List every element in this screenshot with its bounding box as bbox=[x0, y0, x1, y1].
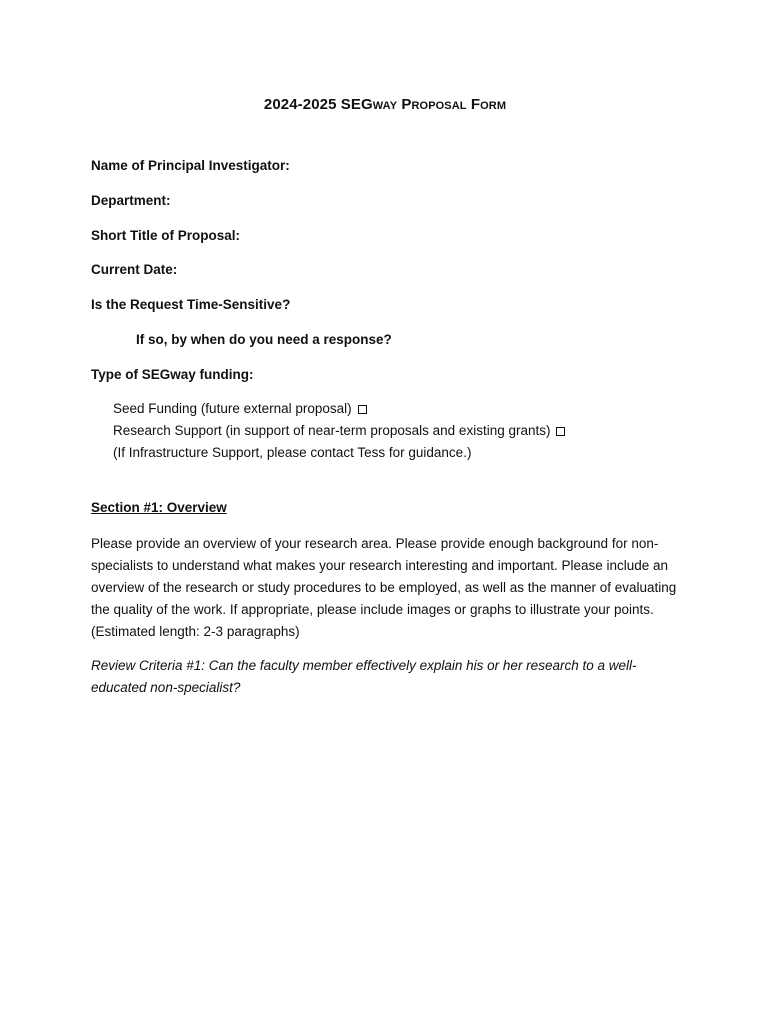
form-title-rest: way Proposal Form bbox=[372, 96, 507, 113]
option-research-support bbox=[113, 423, 565, 438]
form-title bbox=[0, 96, 770, 113]
infrastructure-note: (If Infrastructure Support, please contact Tess for guidance.) bbox=[113, 445, 472, 460]
field-label-response-by: If so, by when do you need a response? bbox=[136, 332, 392, 347]
seed-funding-checkbox[interactable] bbox=[358, 405, 367, 414]
field-label-short-title: Short Title of Proposal: bbox=[91, 228, 241, 243]
field-label-pi-name: Name of Principal Investigator: bbox=[91, 158, 290, 173]
field-label-department: Department: bbox=[91, 193, 171, 208]
section-1-review-criteria: Review Criteria #1: Can the faculty member effectively explain his or her research to a well-educated non-specialist? bbox=[91, 658, 637, 695]
field-label-current-date: Current Date: bbox=[91, 262, 178, 277]
section-1-body: Please provide an overview of your research area. Please provide enough background for non-specialists to understand what makes your research interesting and important. Please include an overview of the research or study procedures to be employed, as well as the manner of evaluating the quality of the work. If appropriate, please include images or graphs to illustrate your points. (Estimated length: 2-3 paragraphs) bbox=[91, 536, 677, 639]
option-seed-funding bbox=[113, 401, 367, 416]
option-research-support-label: Research Support (in support of near-term proposals and existing grants) bbox=[113, 423, 551, 438]
research-support-checkbox[interactable] bbox=[556, 427, 565, 436]
form-title-prefix: 2024-2025 SEG bbox=[263, 96, 373, 113]
field-label-funding-type: Type of SEGway funding: bbox=[91, 367, 254, 382]
option-seed-funding-label: Seed Funding (future external proposal) bbox=[113, 401, 352, 416]
section-1-heading: Section #1: Overview bbox=[91, 500, 227, 515]
field-label-time-sensitive: Is the Request Time-Sensitive? bbox=[91, 297, 291, 312]
